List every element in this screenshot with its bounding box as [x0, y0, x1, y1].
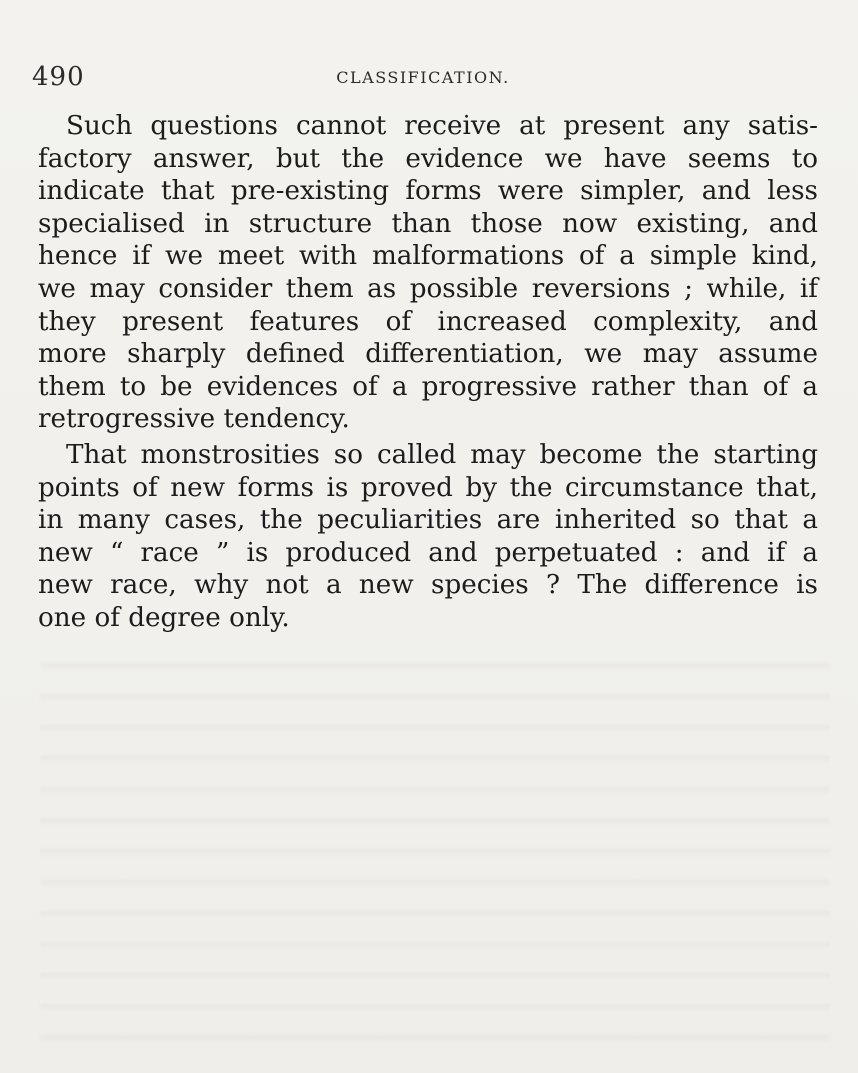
running-title: CLASSIFICATION.: [336, 68, 510, 87]
bleed-through-texture: [40, 640, 830, 1060]
text-line: That monstrosities so called may become the starting: [66, 439, 818, 470]
text-line: one of degree only.: [38, 602, 290, 633]
text-line: they present features of increased complexity, and: [38, 306, 818, 337]
text-line: we may consider them as possible reversions ; while, if: [38, 273, 818, 304]
paragraph-2: [38, 439, 818, 635]
text-line: hence if we meet with malformations of a simple kind,: [38, 241, 818, 272]
text-line: Such questions cannot receive at present any satis-: [66, 111, 818, 141]
text-line: new “ race ” is produced and perpetuated : and if a: [38, 537, 818, 568]
text-line: them to be evidences of a progressive rather than of a: [38, 371, 818, 402]
text-line: indicate that pre-existing forms were simpler, and less: [38, 176, 818, 207]
body-text: [38, 110, 818, 635]
text-line: retrogressive tendency.: [38, 404, 350, 435]
text-line: more sharply defined differentiation, we may assume: [38, 339, 818, 370]
text-line: specialised in structure than those now existing, and: [38, 208, 818, 239]
page-header: [32, 62, 814, 96]
text-line: new race, why not a new species ? The difference is: [38, 570, 818, 601]
text-line: in many cases, the peculiarities are inherited so that a: [38, 505, 818, 536]
paragraph-1: [38, 110, 818, 436]
text-line: factory answer, but the evidence we have seems to: [38, 143, 818, 174]
text-line: points of new forms is proved by the circumstance that,: [38, 472, 818, 503]
page-number: 490: [32, 62, 85, 92]
